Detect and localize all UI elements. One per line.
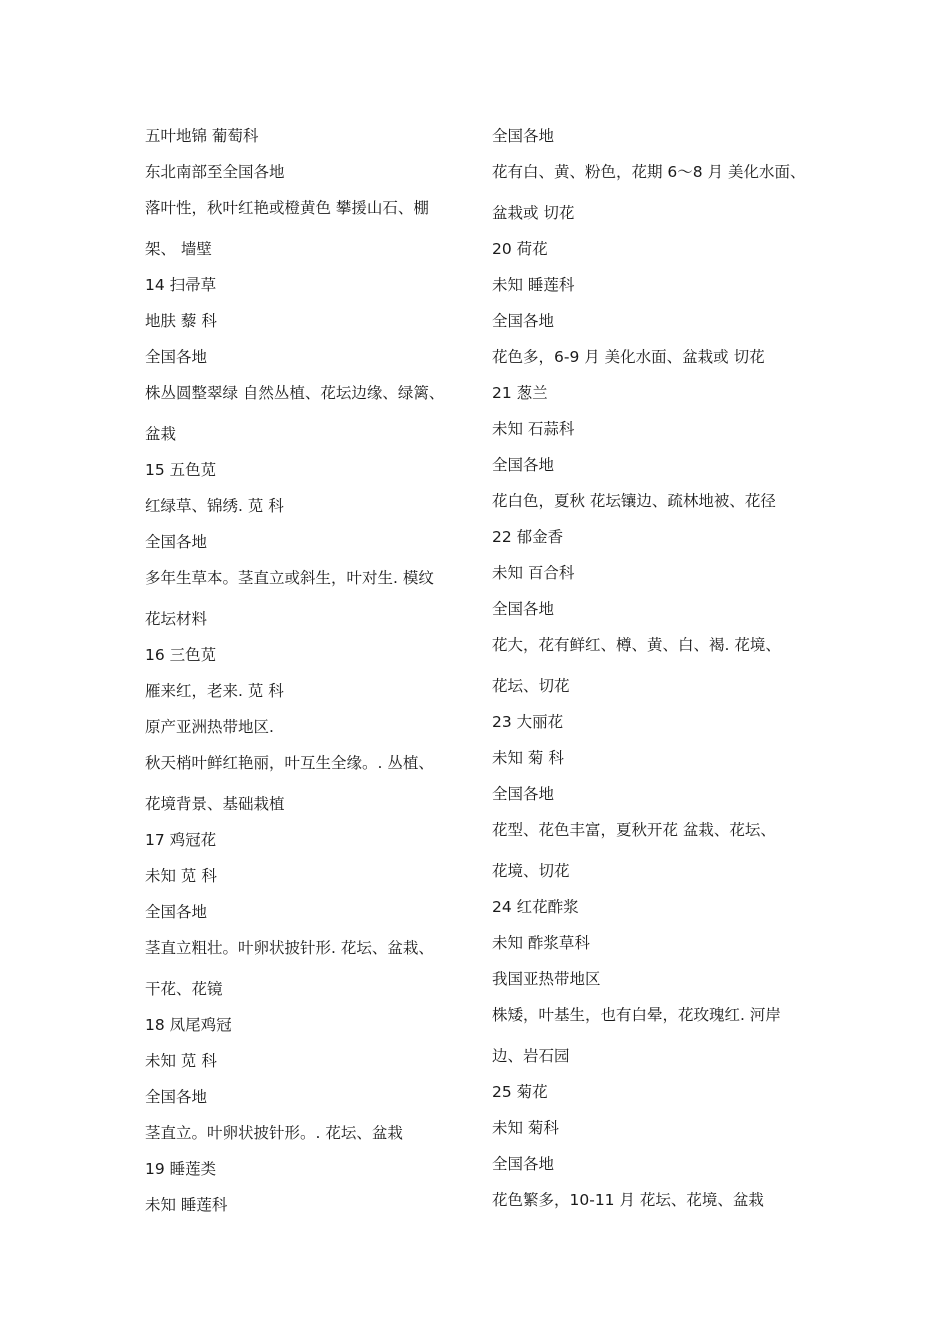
text-line: 茎直立。叶卵状披针形。. 花坛、盆栽 xyxy=(145,1124,403,1142)
left-text-column xyxy=(145,120,485,1215)
text-line: 19 睡莲类 xyxy=(145,1160,217,1178)
text-line: 花有白、黄、粉色，花期 6～8 月 美化水面、 xyxy=(492,163,806,181)
text-line: 未知 石蒜科 xyxy=(492,420,575,438)
text-line: 株丛圆整翠绿 自然丛植、花坛边缘、绿篱、 xyxy=(145,384,445,402)
text-line: 全国各地 xyxy=(492,1155,555,1173)
text-line: 盆栽 xyxy=(145,425,177,443)
text-line: 架、 墙壁 xyxy=(145,240,212,258)
text-line: 全国各地 xyxy=(492,127,555,145)
text-line: 22 郁金香 xyxy=(492,528,564,546)
text-line: 秋天梢叶鲜红艳丽，叶互生全缘。. 丛植、 xyxy=(145,754,434,772)
text-line: 地肤 藜 科 xyxy=(145,312,217,330)
text-line: 花坛、切花 xyxy=(492,677,570,695)
text-line: 未知 百合科 xyxy=(492,564,575,582)
text-line: 花大，花有鲜红、樽、黄、白、褐. 花境、 xyxy=(492,636,781,654)
text-line: 未知 酢浆草科 xyxy=(492,934,590,952)
text-line: 17 鸡冠花 xyxy=(145,831,217,849)
text-line: 茎直立粗壮。叶卵状披针形. 花坛、盆栽、 xyxy=(145,939,434,957)
text-line: 未知 苋 科 xyxy=(145,867,217,885)
text-line: 25 菊花 xyxy=(492,1083,548,1101)
text-line: 东北南部至全国各地 xyxy=(145,163,285,181)
text-line: 14 扫帚草 xyxy=(145,276,217,294)
text-line: 株矮，叶基生，也有白晕，花玫瑰红. 河岸 xyxy=(492,1006,781,1024)
text-line: 落叶性，秋叶红艳或橙黄色 攀援山石、棚 xyxy=(145,199,429,217)
text-line: 干花、花镜 xyxy=(145,980,223,998)
text-line: 花境背景、基础栽植 xyxy=(145,795,285,813)
text-line: 23 大丽花 xyxy=(492,713,564,731)
text-line: 24 红花酢浆 xyxy=(492,898,579,916)
text-line: 全国各地 xyxy=(492,312,555,330)
text-line: 花色繁多，10-11 月 花坛、花境、盆栽 xyxy=(492,1191,764,1209)
text-line: 未知 睡莲科 xyxy=(145,1196,228,1214)
text-line: 15 五色苋 xyxy=(145,461,217,479)
text-line: 16 三色苋 xyxy=(145,646,217,664)
text-line: 未知 菊 科 xyxy=(492,749,564,767)
text-line: 花型、花色丰富，夏秋开花 盆栽、花坛、 xyxy=(492,821,776,839)
text-line: 花白色，夏秋 花坛镶边、疏林地被、花径 xyxy=(492,492,776,510)
text-line: 未知 睡莲科 xyxy=(492,276,575,294)
text-line: 盆栽或 切花 xyxy=(492,204,575,222)
text-line: 全国各地 xyxy=(145,533,208,551)
text-line: 全国各地 xyxy=(492,456,555,474)
text-line: 花坛材料 xyxy=(145,610,208,628)
text-line: 雁来红，老来. 苋 科 xyxy=(145,682,284,700)
text-line: 我国亚热带地区 xyxy=(492,970,601,988)
text-line: 红绿草、锦绣. 苋 科 xyxy=(145,497,284,515)
text-line: 21 葱兰 xyxy=(492,384,548,402)
text-line: 边、岩石园 xyxy=(492,1047,570,1065)
text-line: 全国各地 xyxy=(145,903,208,921)
text-line: 五叶地锦 葡萄科 xyxy=(145,127,259,145)
text-line: 全国各地 xyxy=(145,1088,208,1106)
text-line: 未知 苋 科 xyxy=(145,1052,217,1070)
text-line: 20 荷花 xyxy=(492,240,548,258)
text-line: 多年生草本。茎直立或斜生，叶对生. 模纹 xyxy=(145,569,434,587)
text-line: 花色多，6-9 月 美化水面、盆栽或 切花 xyxy=(492,348,765,366)
text-line: 全国各地 xyxy=(145,348,208,366)
text-line: 未知 菊科 xyxy=(492,1119,559,1137)
text-line: 全国各地 xyxy=(492,600,555,618)
text-line: 全国各地 xyxy=(492,785,555,803)
right-text-column xyxy=(492,120,832,1210)
text-line: 花境、切花 xyxy=(492,862,570,880)
text-line: 18 凤尾鸡冠 xyxy=(145,1016,232,1034)
text-line: 原产亚洲热带地区. xyxy=(145,718,274,736)
